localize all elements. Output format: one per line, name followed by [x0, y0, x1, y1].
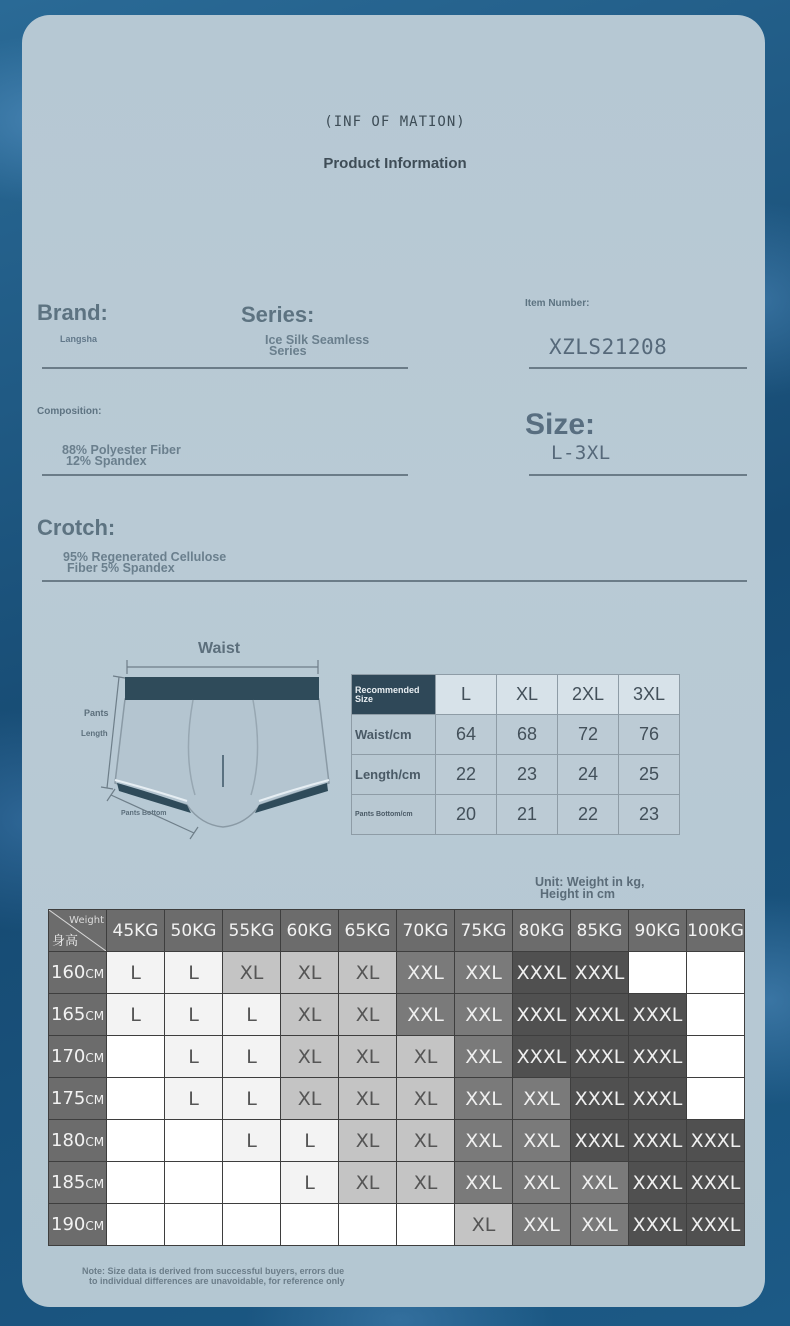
height-header: [49, 1078, 107, 1120]
divider: [42, 367, 408, 369]
height-value: 180: [51, 1130, 86, 1151]
size-cell: XXL: [455, 1078, 513, 1120]
measurement-cell: 25: [619, 755, 680, 795]
divider: [42, 580, 747, 582]
size-cell: XL: [397, 1036, 455, 1078]
weight-header: 65KG: [339, 910, 397, 952]
brand-label: Brand:: [37, 300, 108, 325]
size-cell: L: [223, 1036, 281, 1078]
size-cell: [223, 1162, 281, 1204]
measurement-cell: 20: [436, 795, 497, 835]
size-cell: XXXL: [629, 1036, 687, 1078]
footnote-line1: Note: Size data is derived from successful buyers, errors due: [82, 1266, 345, 1276]
size-cell: XL: [281, 1036, 339, 1078]
weight-header: 85KG: [571, 910, 629, 952]
size-cell: L: [281, 1162, 339, 1204]
size-chart-row: [49, 1120, 745, 1162]
size-cell: XXXL: [571, 1036, 629, 1078]
measurement-cell: 21: [497, 795, 558, 835]
series-label: Series:: [241, 302, 315, 327]
pants-length-label-2: Length: [81, 729, 108, 738]
unit-note-line1: Unit: Weight in kg,: [535, 875, 645, 889]
size-cell: XXL: [571, 1162, 629, 1204]
height-header: [49, 1120, 107, 1162]
height-value: 170: [51, 1046, 86, 1067]
size-cell: XXL: [571, 1204, 629, 1246]
recommended-size-line1: Recommended: [355, 684, 420, 695]
crotch-value: [63, 552, 226, 574]
size-cell: XXXL: [571, 994, 629, 1036]
measurement-row-label: Waist/cm: [352, 715, 436, 755]
size-chart-row: [49, 994, 745, 1036]
page-title: Product Information: [323, 155, 467, 172]
divider: [42, 474, 408, 476]
height-unit: CM: [85, 1009, 105, 1023]
size-cell: [107, 1036, 165, 1078]
size-cell: [107, 1162, 165, 1204]
measurement-cell: 76: [619, 715, 680, 755]
size-cell: [339, 1204, 397, 1246]
size-cell: L: [223, 994, 281, 1036]
size-cell: XXL: [397, 952, 455, 994]
composition-label: Composition:: [37, 406, 102, 417]
composition-value-line2: 12% Spandex: [66, 454, 147, 468]
measurement-cell: 68: [497, 715, 558, 755]
size-cell: L: [223, 1078, 281, 1120]
measurement-table: [351, 674, 680, 835]
size-chart-header-row: [49, 910, 745, 952]
size-cell: XXL: [397, 994, 455, 1036]
size-chart-row: [49, 1204, 745, 1246]
size-cell: XXL: [455, 1120, 513, 1162]
size-cell: L: [281, 1120, 339, 1162]
size-cell: XXXL: [513, 994, 571, 1036]
height-header: [49, 1036, 107, 1078]
height-value: 160: [51, 962, 86, 983]
size-header: 2XL: [558, 675, 619, 715]
measurement-cell: 22: [558, 795, 619, 835]
height-value: 185: [51, 1172, 86, 1193]
size-cell: XXXL: [513, 952, 571, 994]
size-value: L-3XL: [551, 442, 611, 464]
size-cell: XL: [397, 1078, 455, 1120]
measurement-row: [352, 795, 680, 835]
measurement-row: [352, 755, 680, 795]
underwear-diagram: [95, 655, 345, 845]
size-cell: XXXL: [687, 1120, 745, 1162]
size-cell: [107, 1204, 165, 1246]
size-cell: [629, 952, 687, 994]
size-cell: [687, 994, 745, 1036]
size-cell: XXXL: [513, 1036, 571, 1078]
height-header: [49, 1204, 107, 1246]
height-unit: CM: [85, 1219, 105, 1233]
size-cell: XL: [223, 952, 281, 994]
height-unit: CM: [85, 1051, 105, 1065]
corner-height-label: 身高: [52, 934, 79, 949]
size-cell: XL: [339, 1120, 397, 1162]
size-cell: [281, 1204, 339, 1246]
size-cell: [107, 1078, 165, 1120]
weight-height-corner: [49, 910, 107, 952]
size-cell: [687, 1036, 745, 1078]
size-chart-row: [49, 1162, 745, 1204]
corner-weight-label: Weight: [69, 915, 104, 926]
size-cell: XL: [455, 1204, 513, 1246]
size-cell: [223, 1204, 281, 1246]
size-cell: XXXL: [629, 994, 687, 1036]
unit-note-line2: Height in cm: [540, 887, 616, 901]
height-unit: CM: [85, 967, 105, 981]
height-value: 175: [51, 1088, 86, 1109]
size-cell: [165, 1162, 223, 1204]
measurement-row-label: Pants Bottom/cm: [352, 795, 436, 835]
height-unit: CM: [85, 1177, 105, 1191]
series-value-line1: Ice Silk Seamless: [265, 333, 370, 347]
size-cell: XXL: [455, 1036, 513, 1078]
height-header: [49, 994, 107, 1036]
size-cell: XXL: [513, 1120, 571, 1162]
size-cell: XL: [339, 1036, 397, 1078]
size-cell: L: [165, 1036, 223, 1078]
size-header: 3XL: [619, 675, 680, 715]
size-cell: XL: [339, 952, 397, 994]
size-cell: XXL: [513, 1162, 571, 1204]
crotch-label: Crotch:: [37, 515, 116, 540]
crotch-value-line1: 95% Regenerated Cellulose: [63, 550, 227, 564]
size-cell: [687, 1078, 745, 1120]
weight-header: 55KG: [223, 910, 281, 952]
size-cell: XL: [339, 994, 397, 1036]
size-cell: XXXL: [629, 1120, 687, 1162]
divider: [529, 474, 747, 476]
height-value: 165: [51, 1004, 86, 1025]
size-cell: XXL: [513, 1078, 571, 1120]
size-cell: L: [223, 1120, 281, 1162]
english-title: (INF OF MATION): [324, 114, 466, 130]
weight-header: 80KG: [513, 910, 571, 952]
size-cell: XXXL: [629, 1162, 687, 1204]
measurement-cell: 23: [619, 795, 680, 835]
size-cell: [397, 1204, 455, 1246]
size-cell: XXXL: [629, 1078, 687, 1120]
size-cell: L: [165, 1078, 223, 1120]
recommended-size-line2: Size: [355, 693, 374, 704]
measurement-cell: 24: [558, 755, 619, 795]
size-cell: XL: [339, 1078, 397, 1120]
series-value-line2: Series: [269, 344, 307, 358]
height-value: 190: [51, 1214, 86, 1235]
size-chart-row: [49, 1078, 745, 1120]
size-cell: XL: [339, 1162, 397, 1204]
size-cell: XL: [397, 1162, 455, 1204]
brand-value: Langsha: [60, 334, 98, 344]
item-number-label: Item Number:: [525, 298, 590, 309]
weight-header: 100KG: [687, 910, 745, 952]
weight-header: 45KG: [107, 910, 165, 952]
size-cell: [165, 1204, 223, 1246]
weight-header: 70KG: [397, 910, 455, 952]
size-cell: XXXL: [629, 1204, 687, 1246]
measurement-header-row: [352, 675, 680, 715]
size-cell: XL: [281, 952, 339, 994]
size-cell: L: [107, 994, 165, 1036]
waist-label: Waist: [198, 640, 241, 657]
footnote-line2: to individual differences are unavoidable, for reference only: [89, 1276, 345, 1286]
height-unit: CM: [85, 1093, 105, 1107]
measurement-cell: 64: [436, 715, 497, 755]
size-chart-row: [49, 1036, 745, 1078]
size-cell: XL: [397, 1120, 455, 1162]
height-header: [49, 1162, 107, 1204]
measurement-row: [352, 715, 680, 755]
measurement-row-label: Length/cm: [352, 755, 436, 795]
size-chart-table: [48, 909, 745, 1246]
series-value: [265, 335, 369, 357]
size-cell: XXXL: [571, 1078, 629, 1120]
size-cell: [687, 952, 745, 994]
weight-header: 75KG: [455, 910, 513, 952]
size-header: L: [436, 675, 497, 715]
size-cell: [107, 1120, 165, 1162]
size-cell: XXXL: [687, 1162, 745, 1204]
height-header: [49, 952, 107, 994]
size-chart-row: [49, 952, 745, 994]
pants-length-label-1: Pants: [84, 708, 109, 718]
size-cell: XXL: [455, 952, 513, 994]
size-cell: [165, 1120, 223, 1162]
size-cell: XXXL: [571, 1120, 629, 1162]
size-cell: XXXL: [687, 1204, 745, 1246]
height-unit: CM: [85, 1135, 105, 1149]
size-cell: XXL: [513, 1204, 571, 1246]
size-cell: XXL: [455, 1162, 513, 1204]
divider: [529, 367, 747, 369]
size-cell: L: [165, 994, 223, 1036]
composition-value: [62, 445, 181, 467]
recommended-size-header: [352, 675, 436, 715]
size-cell: L: [165, 952, 223, 994]
composition-value-line1: 88% Polyester Fiber: [62, 443, 181, 457]
weight-header: 60KG: [281, 910, 339, 952]
size-cell: XXXL: [571, 952, 629, 994]
unit-note: [535, 876, 644, 900]
size-label: Size:: [525, 408, 596, 441]
size-cell: L: [107, 952, 165, 994]
weight-header: 90KG: [629, 910, 687, 952]
size-cell: XL: [281, 1078, 339, 1120]
weight-header: 50KG: [165, 910, 223, 952]
size-cell: XXL: [455, 994, 513, 1036]
crotch-value-line2: Fiber 5% Spandex: [67, 561, 175, 575]
pants-bottom-label: Pants Bottom: [121, 810, 167, 817]
measurement-cell: 72: [558, 715, 619, 755]
measurement-cell: 22: [436, 755, 497, 795]
size-header: XL: [497, 675, 558, 715]
item-number-value: XZLS21208: [549, 335, 668, 359]
measurement-cell: 23: [497, 755, 558, 795]
footnote: [82, 1266, 345, 1286]
size-cell: XL: [281, 994, 339, 1036]
